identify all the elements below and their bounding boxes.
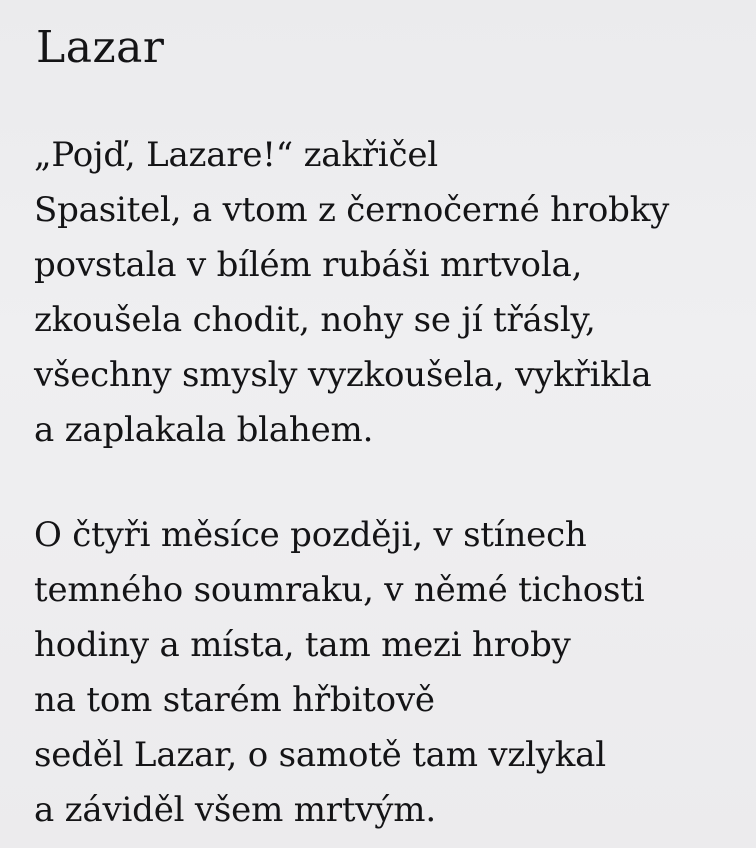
poem-line: „Pojď, Lazare!“ zakřičel bbox=[34, 135, 438, 175]
poem-title: Lazar bbox=[36, 22, 165, 73]
stanza-2 bbox=[34, 508, 644, 838]
poem-line: všechny smysly vyzkoušela, vykřikla bbox=[34, 355, 652, 395]
poem-line: temného soumraku, v němé tichosti bbox=[34, 570, 645, 610]
poem-line: seděl Lazar, o samotě tam vzlykal bbox=[34, 735, 606, 775]
stanza-1 bbox=[34, 128, 669, 458]
poem-line: zkoušela chodit, nohy se jí třásly, bbox=[34, 300, 596, 340]
poem-line: a zaplakala blahem. bbox=[34, 410, 374, 450]
poem-line: povstala v bílém rubáši mrtvola, bbox=[34, 245, 583, 285]
poem-line: na tom starém hřbitově bbox=[34, 680, 435, 720]
poem-line: Spasitel, a vtom z černočerné hrobky bbox=[34, 190, 670, 230]
poem-line: hodiny a místa, tam mezi hroby bbox=[34, 625, 571, 665]
poem-line: a záviděl všem mrtvým. bbox=[34, 790, 436, 830]
poem-line: O čtyři měsíce později, v stínech bbox=[34, 515, 587, 555]
